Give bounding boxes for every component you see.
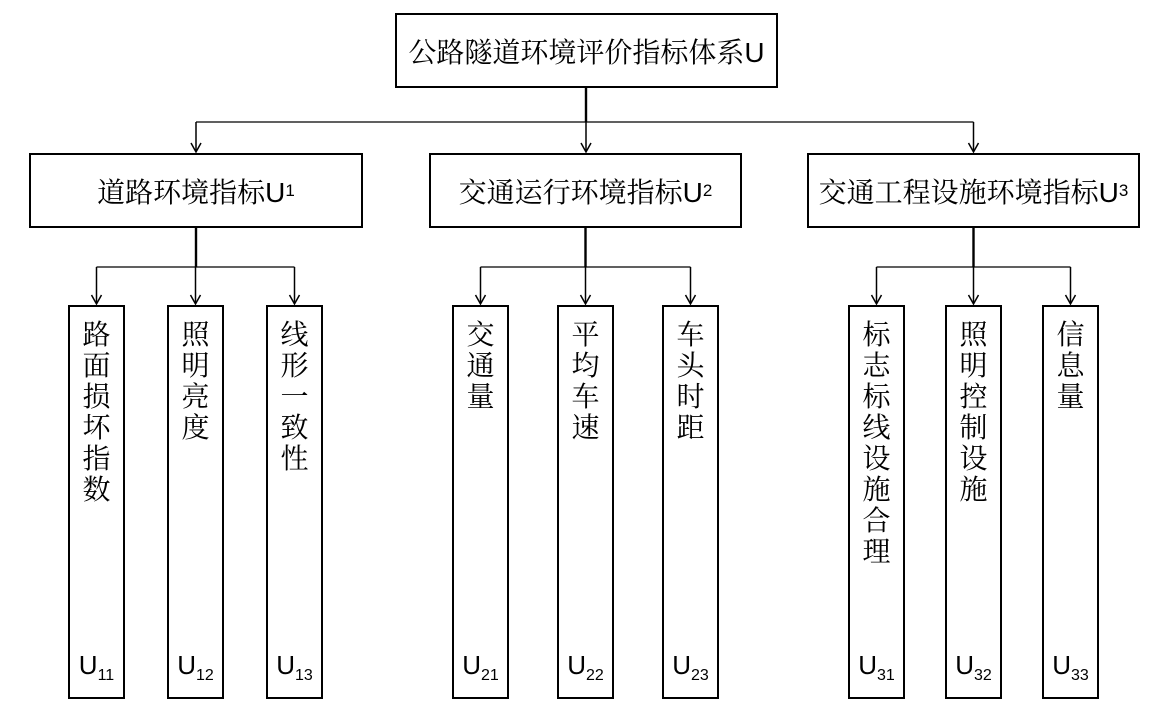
arrow-down-icon: [476, 295, 486, 304]
arrow-down-icon: [92, 295, 102, 304]
leaf-name: 交 通 量: [466, 319, 495, 412]
leaf-node-u33: [1042, 305, 1099, 699]
leaf-name: 平 均 车 速: [571, 319, 600, 443]
connector-branch1: [92, 228, 300, 304]
leaf-name: 路 面 损 坏 指 数: [82, 319, 111, 505]
leaf-name: 车 头 时 距: [676, 319, 705, 443]
connector-level1: [191, 88, 979, 152]
leaf-node-u11: [68, 305, 125, 699]
leaf-node-u32: [945, 305, 1002, 699]
leaf-name: 照 明 控 制 设 施: [959, 319, 988, 505]
arrow-down-icon: [191, 295, 201, 304]
leaf-node-u31: [848, 305, 905, 699]
leaf-code: $U_{33}$: [1052, 650, 1089, 685]
leaf-code: $U_{12}$: [177, 650, 214, 685]
arrow-down-icon: [686, 295, 696, 304]
leaf-node-u12: [167, 305, 224, 699]
branch-node-u1: 道路环境指标U 1: [29, 153, 363, 228]
root-label: 公路隧道环境评价指标体系U: [408, 36, 765, 68]
leaf-code: $U_{31}$: [858, 650, 895, 685]
branch-title: 道路环境指标U: [97, 176, 286, 208]
connector-branch3: [872, 228, 1076, 304]
leaf-code: $U_{13}$: [276, 650, 313, 685]
arrow-down-icon: [290, 295, 300, 304]
branch-title: 交通工程设施环境指标U: [818, 176, 1119, 208]
root-node: [395, 13, 778, 88]
branch-title: 交通运行环境指标U: [458, 176, 703, 208]
arrow-down-icon: [191, 143, 201, 152]
leaf-code: $U_{11}$: [78, 650, 115, 685]
leaf-name: 线 形 一 致 性: [280, 319, 309, 474]
leaf-code: $U_{22}$: [567, 650, 604, 685]
leaf-name: 信 息 量: [1056, 319, 1085, 412]
leaf-node-u21: [452, 305, 509, 699]
branch-node-u3: 交通工程设施环境指标U 3: [807, 153, 1140, 228]
arrow-down-icon: [1066, 295, 1076, 304]
leaf-name: 照 明 亮 度: [181, 319, 210, 443]
arrow-down-icon: [581, 295, 591, 304]
leaf-code: $U_{23}$: [672, 650, 709, 685]
arrow-down-icon: [581, 143, 591, 152]
arrow-down-icon: [969, 143, 979, 152]
arrow-down-icon: [969, 295, 979, 304]
leaf-node-u22: [557, 305, 614, 699]
leaf-code: $U_{32}$: [955, 650, 992, 685]
leaf-node-u23: [662, 305, 719, 699]
arrow-down-icon: [872, 295, 882, 304]
branch-node-u2: 交通运行环境指标U 2: [429, 153, 742, 228]
leaf-name: 标 志 标 线 设 施 合 理: [862, 319, 891, 567]
leaf-node-u13: [266, 305, 323, 699]
connector-branch2: [476, 228, 696, 304]
leaf-code: $U_{21}$: [462, 650, 499, 685]
